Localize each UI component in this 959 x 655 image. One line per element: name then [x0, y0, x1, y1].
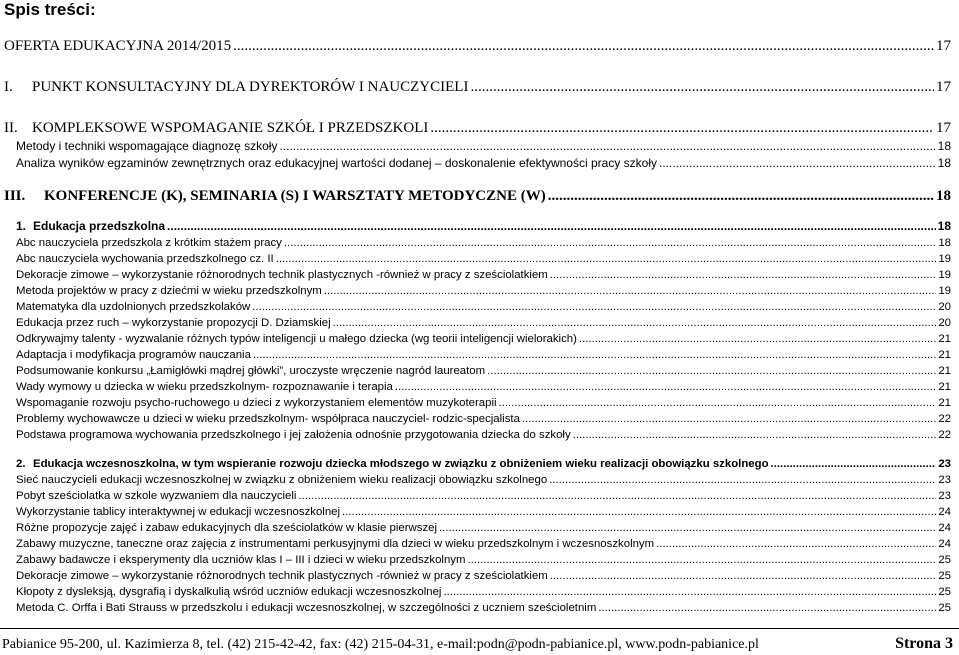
toc-leader — [284, 237, 936, 249]
toc-page-number: 17 — [936, 79, 951, 95]
toc-page-number: 25 — [938, 586, 951, 598]
page-footer — [2, 635, 953, 653]
toc-page-number: 24 — [938, 538, 951, 550]
toc-entry-label: Edukacja przedszkolna — [33, 219, 166, 233]
toc-entry-subsection-1[interactable] — [0, 219, 959, 233]
toc-entry-subsection-2[interactable] — [0, 458, 959, 470]
toc-entry-section-iii[interactable] — [0, 188, 959, 205]
toc-entry-section-i[interactable] — [0, 79, 959, 96]
toc-entry-label: Problemy wychowawcze u dzieci w wieku przedszkolnym- współpraca nauczyciel- rodzic-specjalista — [16, 413, 520, 425]
toc-entry[interactable] — [0, 506, 959, 518]
toc-page-number: 25 — [938, 570, 951, 582]
toc-leader — [276, 253, 937, 265]
toc-page-number: 25 — [938, 554, 951, 566]
toc-entry-label: Abc nauczyciela wychowania przedszkolnego cz. II — [16, 253, 274, 265]
toc-entry-section-ii[interactable] — [0, 120, 959, 137]
toc-entry[interactable] — [0, 237, 959, 249]
toc-entry[interactable] — [0, 156, 959, 170]
toc-page-number: 17 — [936, 38, 951, 54]
toc-page-number: 19 — [938, 253, 951, 265]
toc-leader — [771, 458, 937, 470]
toc-page-number: 21 — [938, 397, 951, 409]
toc-entry[interactable] — [0, 397, 959, 409]
toc-entry-label: Dekoracje zimowe – wykorzystanie różnorodnych technik plastycznych -również w pracy z sześciolatkiem — [16, 570, 548, 582]
toc-leader — [333, 317, 937, 329]
toc-entry-label: PUNKT KONSULTACYJNY DLA DYREKTORÓW I NAUCZYCIELI — [32, 79, 469, 95]
toc-entry[interactable] — [0, 522, 959, 534]
toc-page-number: 18 — [937, 219, 951, 233]
toc-entry-label: Wspomaganie rozwoju psycho-ruchowego u dzieci z wykorzystaniem elementów muzykoterapii — [16, 397, 497, 409]
toc-leader — [573, 429, 937, 441]
toc-entry-label: Adaptacja i modyfikacja programów nauczania — [16, 349, 251, 361]
toc-entry[interactable] — [0, 365, 959, 377]
toc-page-number: 22 — [938, 413, 951, 425]
toc-page-number: 20 — [938, 317, 951, 329]
toc-page-number: 17 — [936, 120, 951, 136]
toc-page-number: 23 — [938, 474, 951, 486]
toc-leader — [550, 269, 937, 281]
toc-page-number: 18 — [936, 188, 951, 204]
toc-page-number: 24 — [938, 522, 951, 534]
toc-page-number: 18 — [938, 237, 951, 249]
toc-leader — [253, 349, 936, 361]
toc-entry[interactable] — [0, 554, 959, 566]
toc-page-number: 23 — [938, 458, 951, 470]
toc-page-number: 20 — [938, 301, 951, 313]
toc-entry[interactable] — [0, 490, 959, 502]
toc-page-number: 18 — [937, 156, 951, 170]
toc-leader — [233, 38, 934, 55]
toc-entry-label: Odkrywajmy talenty - wyzwalanie różnych typów inteligencji u małego dziecka (wg teorii inteligencji wielorakich) — [16, 333, 577, 345]
toc-leader — [598, 602, 936, 614]
toc-entry[interactable] — [0, 139, 959, 153]
toc-leader — [342, 506, 936, 518]
toc-entry[interactable] — [0, 429, 959, 441]
toc-page-number: 21 — [938, 381, 951, 393]
toc-entry-label: Matematyka dla uzdolnionych przedszkolaków — [16, 301, 251, 313]
toc-entry-label: Pobyt sześciolatka w szkole wyzwaniem dla nauczycieli — [16, 490, 297, 502]
toc-leader — [548, 188, 934, 205]
toc-entry-label: Podsumowanie konkursu „Łamigłówki mądrej główki”, uroczyste wręczenie nagród laureatom — [16, 365, 486, 377]
toc-entry-label: Abc nauczyciela przedszkola z krótkim stażem pracy — [16, 237, 282, 249]
toc-entry[interactable] — [0, 285, 959, 297]
toc-entry[interactable] — [0, 269, 959, 281]
toc-entry-label: Dekoracje zimowe – wykorzystanie różnorodnych technik plastycznych -również w pracy z sześciolatkiem — [16, 269, 548, 281]
toc-leader — [656, 538, 936, 550]
toc-leader — [167, 219, 936, 233]
toc-entry[interactable] — [0, 570, 959, 582]
toc-page-number: 22 — [938, 429, 951, 441]
toc-page-number: 19 — [938, 285, 951, 297]
toc-leader — [443, 586, 936, 598]
toc-entry-label: Podstawa programowa wychowania przedszkolnego i jej założenia odnośnie przygotowania dziecka do szkoły — [16, 429, 571, 441]
toc-entry[interactable] — [0, 349, 959, 361]
toc-entry-label: Edukacja przez ruch – wykorzystanie propozycji D. Dziamskiej — [16, 317, 331, 329]
toc-entry-label: Edukacja wczesnoszkolna, w tym wspieranie rozwoju dziecka młodszego w związku z obniżeniem wieku realizacji obowiązku szkolnego — [33, 458, 769, 470]
toc-leader — [550, 570, 937, 582]
toc-leader — [430, 120, 934, 137]
toc-entry-label: Metoda C. Orffa i Bati Strauss w przedszkolu i edukacji wczesnoszkolnej, w szczególności z uczniem sześcioletnim — [16, 602, 597, 614]
toc-entry[interactable] — [0, 586, 959, 598]
footer-email-link[interactable]: podn@podn-pabianice.pl — [476, 637, 619, 652]
toc-entry-label: Zabawy badawcze i eksperymenty dla uczniów klas I – III i dzieci w wieku przedszkolnym — [16, 554, 466, 566]
toc-leader — [324, 285, 937, 297]
toc-leader — [279, 139, 935, 153]
toc-leader — [252, 301, 936, 313]
toc-entry[interactable] — [0, 333, 959, 345]
footer-website-link[interactable]: , www.podn-pabianice.pl — [618, 637, 759, 652]
toc-page-number: 21 — [938, 349, 951, 361]
toc-entry[interactable] — [0, 413, 959, 425]
toc-leader — [579, 333, 936, 345]
toc-entry[interactable] — [0, 317, 959, 329]
toc-entry[interactable] — [0, 253, 959, 265]
toc-entry[interactable] — [0, 301, 959, 313]
toc-page-number: 25 — [938, 602, 951, 614]
toc-leader — [395, 381, 936, 393]
toc-entry-label: Sieć nauczycieli edukacji wczesnoszkolnej w związku z obniżeniem wieku realizacji obowiązku szkolnego — [16, 474, 548, 486]
toc-entry-number: III. — [4, 188, 26, 204]
toc-leader — [522, 413, 936, 425]
toc-entry-label: KONFERENCJE (K), SEMINARIA (S) I WARSZTATY METODYCZNE (W) — [44, 188, 546, 204]
page-title: Spis treści: — [4, 0, 96, 19]
toc-leader — [499, 397, 937, 409]
toc-entry-label: Wykorzystanie tablicy interaktywnej w edukacji wczesnoszkolnej — [16, 506, 341, 518]
toc-leader — [467, 554, 936, 566]
toc-entry[interactable] — [0, 381, 959, 393]
toc-leader — [659, 156, 936, 170]
toc-entry-number: 1. — [16, 219, 27, 233]
toc-entry-number: I. — [4, 79, 13, 95]
toc-entry[interactable] — [0, 538, 959, 550]
toc-entry-number: II. — [4, 120, 18, 136]
footer-address-text: Pabianice 95-200, ul. Kazimierza 8, tel. (42) 215-42-42, fax: (42) 215-04-31, e-mail: — [2, 637, 477, 652]
toc-entry-label: Metoda projektów w pracy z dziećmi w wieku przedszkolnym — [16, 285, 322, 297]
toc-leader — [487, 365, 936, 377]
toc-leader — [439, 522, 936, 534]
toc-entry-label: Zabawy muzyczne, taneczne oraz zajęcia z instrumentami perkusyjnymi dla dzieci w wieku przedszkolnym i wczesnoszkolnym — [16, 538, 655, 550]
toc-page-number: 21 — [938, 333, 951, 345]
toc-leader — [549, 474, 936, 486]
toc-page-number: 19 — [938, 269, 951, 281]
toc-leader — [470, 79, 934, 96]
toc-page-number: 23 — [938, 490, 951, 502]
toc-entry-label: Kłopoty z dysleksją, dysgrafią i dyskalkulią wśród uczniów edukacji wczesnoszkolnej — [16, 586, 442, 598]
toc-entry-label: Różne propozycje zajęć i zabaw edukacyjnych dla sześciolatków w klasie pierwszej — [16, 522, 438, 534]
toc-entry-oferta[interactable] — [0, 38, 959, 55]
toc-entry[interactable] — [0, 602, 959, 614]
toc-entry-label: Wady wymowy u dziecka w wieku przedszkolnym- rozpoznawanie i terapia — [16, 381, 393, 393]
toc-entry-label: Analiza wyników egzaminów zewnętrznych oraz edukacyjnej wartości dodanej – doskonalenie efektywności pracy szkoły — [16, 156, 657, 170]
toc-page-number: 18 — [937, 139, 951, 153]
toc-page-number: 21 — [938, 365, 951, 377]
toc-entry-label: OFERTA EDUKACYJNA 2014/2015 — [4, 38, 232, 54]
page-number-label: Strona 3 — [895, 635, 953, 652]
footer-address — [2, 637, 759, 653]
footer-divider — [0, 628, 959, 629]
toc-entry-number: 2. — [16, 458, 26, 470]
toc-page-number: 24 — [938, 506, 951, 518]
toc-leader — [298, 490, 936, 502]
toc-entry-label: Metody i techniki wspomagające diagnozę szkoły — [16, 139, 278, 153]
toc-entry[interactable] — [0, 474, 959, 486]
toc-entry-label: KOMPLEKSOWE WSPOMAGANIE SZKÓŁ I PRZEDSZKOLI — [32, 120, 429, 136]
